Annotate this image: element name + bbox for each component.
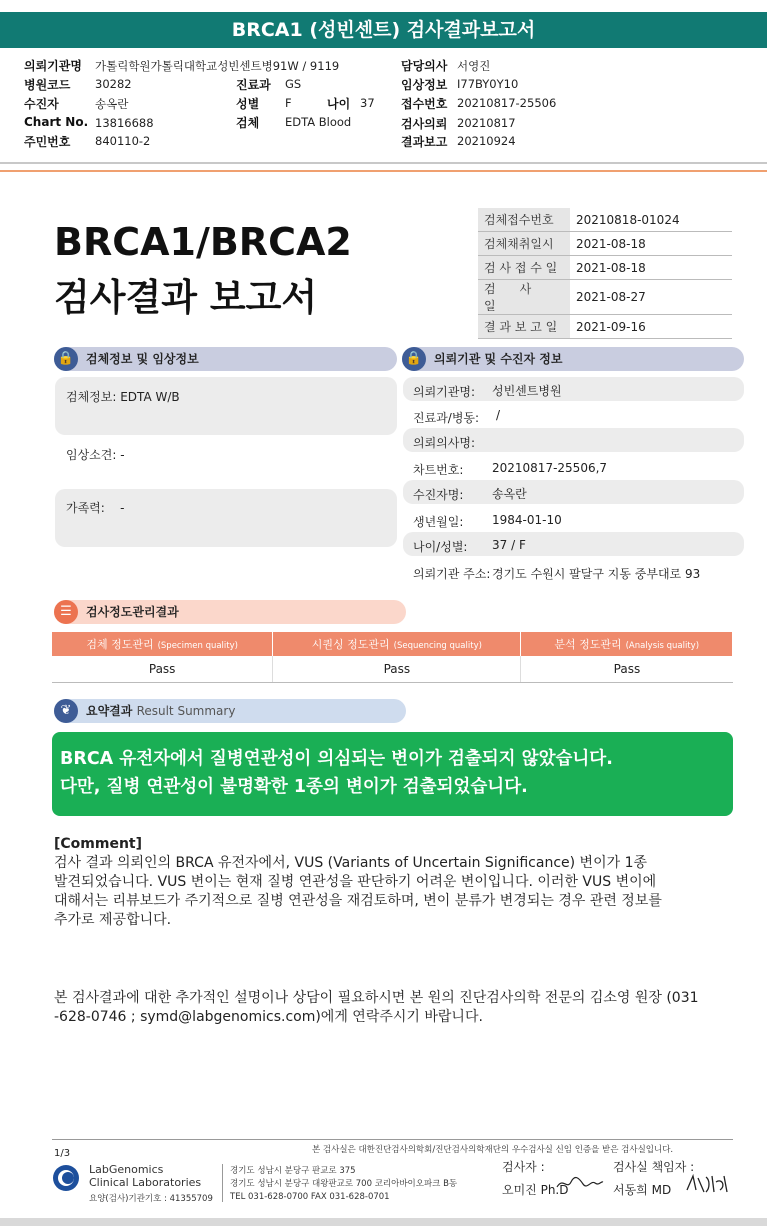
table-row bbox=[478, 315, 732, 339]
qc-col-sub: (Specimen quality) bbox=[157, 641, 238, 651]
comment-line: 검사 결과 의뢰인의 BRCA 유전자에서, VUS (Variants of Uncertain Significance) 변이가 1종 bbox=[54, 855, 648, 871]
qc-col-label: 분석 정도관리 bbox=[554, 638, 622, 651]
header-value: F bbox=[285, 96, 292, 110]
requester-label: 진료과/병동: bbox=[413, 411, 480, 425]
date-value: 2021-08-18 bbox=[570, 256, 732, 280]
header-label: 수진자 bbox=[24, 97, 59, 111]
header-label: Chart No. bbox=[24, 115, 89, 129]
requester-value: 송옥란 bbox=[492, 487, 527, 501]
header-value: 20210817 bbox=[457, 116, 516, 130]
requester-value: 경기도 수원시 팔달구 지동 중부대로 93 bbox=[492, 567, 701, 581]
comment-line: 발견되었습니다. VUS 변이는 현재 질병 연관성을 판단하기 어려운 변이입니다. 이러한 VUS 변이에 bbox=[54, 874, 657, 890]
lab-name bbox=[89, 1163, 201, 1189]
table-header-row bbox=[52, 632, 733, 656]
qc-col-label: 검체 정도관리 bbox=[86, 638, 154, 651]
comment-line: 대해서는 리뷰보드가 주기적으로 질병 연관성을 재검토하며, 변이 분류가 변경되는 경우 관련 정보를 bbox=[54, 893, 662, 909]
header-label: 의뢰기관명 bbox=[24, 59, 82, 73]
header-value: 송옥란 bbox=[95, 97, 129, 111]
header-label: 병원코드 bbox=[24, 78, 71, 92]
date-value: 20210818-01024 bbox=[570, 208, 732, 232]
qc-value: Pass bbox=[273, 656, 521, 683]
ribbon-icon: ❦ bbox=[54, 699, 78, 723]
table-row bbox=[478, 208, 732, 232]
contact-block bbox=[54, 989, 754, 1027]
lab-code: 요양(검사)기관기호 : 41355709 bbox=[89, 1194, 213, 1204]
requester-label: 의뢰기관 주소: bbox=[413, 567, 491, 581]
requester-value: 20210817-25506,7 bbox=[492, 461, 608, 475]
family-history-box bbox=[55, 489, 397, 547]
header-value: 37 bbox=[360, 96, 375, 110]
divider bbox=[0, 170, 767, 172]
qc-col-label: 시퀀싱 정도관리 bbox=[311, 638, 390, 651]
header-value: 30282 bbox=[95, 77, 132, 91]
footer-vdivider bbox=[222, 1164, 223, 1202]
requester-label: 의뢰의사명: bbox=[413, 436, 476, 450]
address-line: TEL 031-628-0700 FAX 031-628-0701 bbox=[230, 1192, 390, 1202]
clinical-findings: 임상소견: - bbox=[66, 448, 125, 462]
report-title-line2: 검사결과 보고서 bbox=[54, 276, 318, 319]
header-value: 서영진 bbox=[457, 59, 491, 73]
date-label: 검 사 일 bbox=[478, 280, 570, 315]
specimen-info-box bbox=[55, 377, 397, 435]
section-title: 의뢰기관 및 수진자 정보 bbox=[434, 352, 563, 366]
header-info bbox=[24, 55, 744, 155]
header-value: 가톨릭학원가톨릭대학교성빈센트병91W / 9119 bbox=[95, 59, 340, 73]
date-label: 검 사 접 수 일 bbox=[478, 256, 570, 280]
header-label: 접수번호 bbox=[401, 97, 448, 111]
lab-address bbox=[230, 1165, 457, 1204]
header-label: 주민번호 bbox=[24, 135, 71, 149]
qc-col-sub: (Analysis quality) bbox=[625, 641, 700, 651]
contact-line: 본 검사결과에 대한 추가적인 설명이나 상담이 필요하시면 본 원의 진단검사의학 전문의 김소영 원장 (031 bbox=[54, 990, 699, 1006]
date-label: 검체접수번호 bbox=[478, 208, 570, 232]
labgenomics-logo-icon bbox=[52, 1164, 80, 1192]
requester-value: 1984-01-10 bbox=[492, 513, 562, 527]
summary-section-header bbox=[54, 699, 406, 723]
tester-name: 오미진 Ph.D bbox=[502, 1183, 569, 1197]
footer-divider bbox=[52, 1139, 733, 1140]
tester-label: 검사자 : bbox=[502, 1160, 545, 1174]
header-label: 결과보고 bbox=[401, 135, 448, 149]
requester-label: 나이/성별: bbox=[413, 540, 468, 554]
header-value: 20210817-25506 bbox=[457, 96, 557, 110]
tester-signature-icon bbox=[555, 1174, 605, 1192]
lab-name-line2: Clinical Laboratories bbox=[89, 1176, 202, 1189]
summary-line: BRCA 유전자에서 질병연관성이 의심되는 변이가 검출되지 않았습니다. bbox=[60, 749, 613, 769]
specimen-info: 검체정보: EDTA W/B bbox=[66, 390, 180, 404]
clipboard-icon: ☰ bbox=[54, 600, 78, 624]
chief-signature-icon bbox=[684, 1172, 730, 1196]
qc-col-sub: (Sequencing quality) bbox=[393, 641, 482, 651]
requester-label: 수진자명: bbox=[413, 488, 464, 502]
chief-name: 서동희 MD bbox=[613, 1183, 672, 1197]
table-row bbox=[52, 656, 733, 683]
table-row bbox=[478, 280, 732, 315]
header-label: 나이 bbox=[327, 97, 351, 111]
header-label: 진료과 bbox=[236, 78, 271, 92]
header-label: 검체 bbox=[236, 116, 260, 130]
table-row bbox=[478, 232, 732, 256]
date-value: 2021-08-27 bbox=[570, 280, 732, 315]
summary-box bbox=[52, 732, 733, 816]
address-line: 경기도 성남시 분당구 판교로 375 bbox=[230, 1166, 356, 1176]
report-title-line1: BRCA1/BRCA2 bbox=[54, 220, 352, 264]
dates-table bbox=[478, 208, 732, 339]
page-bottom-bar bbox=[0, 1218, 767, 1226]
comment-block bbox=[54, 835, 744, 930]
date-value: 2021-08-18 bbox=[570, 232, 732, 256]
section-title: 요약결과 bbox=[86, 704, 133, 718]
family-history: 가족력: - bbox=[66, 501, 125, 515]
qc-value: Pass bbox=[52, 656, 273, 683]
header-value: I77BY0Y10 bbox=[457, 77, 519, 91]
address-line: 경기도 성남시 분당구 대왕판교로 700 코리아바이오파크 B동 bbox=[230, 1179, 458, 1189]
date-value: 2021-09-16 bbox=[570, 315, 732, 339]
header-label: 성별 bbox=[236, 97, 260, 111]
lock-icon: 🔒 bbox=[402, 347, 426, 371]
contact-line: -628-0746 ; symd@labgenomics.com)에게 연락주시기 바랍니다. bbox=[54, 1009, 483, 1025]
requester-value: 성빈센트병원 bbox=[492, 384, 562, 398]
section-title: 검사정도관리결과 bbox=[86, 605, 179, 619]
header-label: 검사의뢰 bbox=[401, 117, 448, 131]
requester-section-header bbox=[402, 347, 744, 371]
header-value: GS bbox=[285, 77, 302, 91]
header-value: 840110-2 bbox=[95, 134, 151, 148]
requester-label: 의뢰기관명: bbox=[413, 385, 476, 399]
date-label: 결 과 보 고 일 bbox=[478, 315, 570, 339]
qc-col-header bbox=[52, 632, 273, 656]
qc-section-header bbox=[54, 600, 406, 624]
chief-label: 검사실 책임자 : bbox=[613, 1160, 695, 1174]
certification-text: 본 검사실은 대한진단검사의학회/진단검사의학재단의 우수검사실 신임 인증을 받은 검사실입니다. bbox=[312, 1145, 674, 1155]
requester-value: / bbox=[496, 408, 501, 422]
requester-label: 생년월일: bbox=[413, 515, 464, 529]
date-label: 검체채취일시 bbox=[478, 232, 570, 256]
report-banner: BRCA1 (성빈센트) 검사결과보고서 bbox=[0, 12, 767, 48]
header-value: 20210924 bbox=[457, 134, 516, 148]
requester-value: 37 / F bbox=[492, 538, 526, 552]
page-number: 1/3 bbox=[54, 1148, 71, 1159]
specimen-section-header bbox=[54, 347, 397, 371]
qc-col-header bbox=[273, 632, 521, 656]
comment-line: 추가로 제공합니다. bbox=[54, 912, 172, 928]
section-subtitle: Result Summary bbox=[136, 704, 236, 718]
section-title: 검체정보 및 임상정보 bbox=[86, 352, 199, 366]
requester-label: 차트번호: bbox=[413, 463, 464, 477]
qc-value: Pass bbox=[521, 656, 733, 683]
divider bbox=[0, 162, 767, 164]
qc-col-header bbox=[521, 632, 733, 656]
header-label: 임상정보 bbox=[401, 78, 448, 92]
header-value: 13816688 bbox=[95, 116, 154, 130]
lock-icon: 🔒 bbox=[54, 347, 78, 371]
comment-heading: [Comment] bbox=[54, 836, 143, 852]
table-row bbox=[478, 256, 732, 280]
header-value: EDTA Blood bbox=[285, 115, 352, 129]
qc-table bbox=[52, 632, 733, 683]
summary-line: 다만, 질병 연관성이 불명확한 1종의 변이가 검출되었습니다. bbox=[60, 777, 528, 797]
lab-name-line1: LabGenomics bbox=[89, 1163, 164, 1176]
header-label: 담당의사 bbox=[401, 59, 448, 73]
